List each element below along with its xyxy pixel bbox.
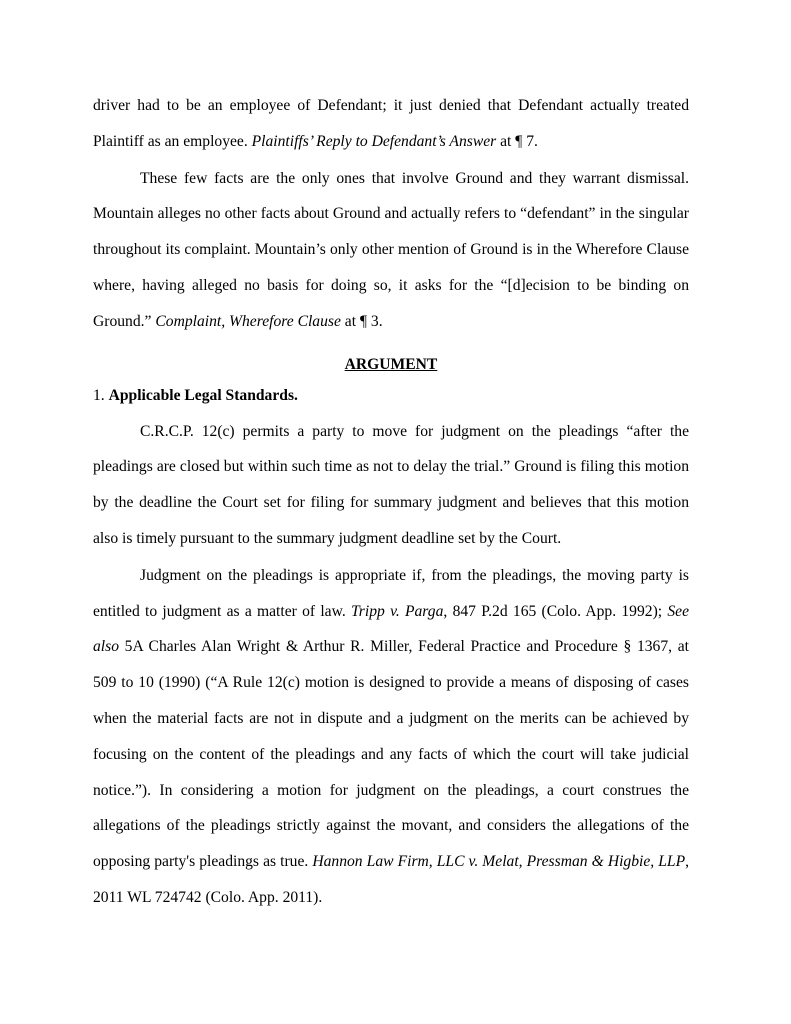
subsection-heading <box>93 378 689 414</box>
case-citation: Hannon Law Firm, LLC v. Melat, Pressman & Higbie, LLP <box>312 853 686 871</box>
subsection-number: 1. <box>93 386 109 404</box>
paragraph-text: at ¶ 7. <box>496 132 538 150</box>
paragraph-text: 5A Charles Alan Wright & Arthur R. Miller, Federal Practice and Procedure § 1367, at 509 to 10 (1990) (“A Rule 12(c) motion is designed to provide a means of disposing of cases when the material facts are not in dispute and a judgment on the merits can be achieved by focusing on the content of the pleadings and any facts of which the court will take judicial notice.”). In considering a motion for judgment on the pleadings, a court construes the allegations of the pleadings strictly against the movant, and considers the allegations of the opposing party's pleadings as true. <box>93 638 689 871</box>
paragraph-text: C.R.C.P. 12(c) permits a party to move for judgment on the pleadings “after the pleadings are closed but within such time as not to delay the trial.” Ground is filing this motion by the deadline the Court set for filing for summary judgment and believes that this motion also is timely pursuant to the summary judgment deadline set by the Court. <box>93 422 689 547</box>
paragraph-text: Judgment on the pleadings is appropriate if, from the pleadings, the moving party is entitled to judgment as a matter of law. <box>93 566 689 620</box>
paragraph-text: These few facts are the only ones that involve Ground and they warrant dismissal. Mountain alleges no other facts about Ground and actually refers to “defendant” in the singular throughout its complaint. Mountain’s only other mention of Ground is in the Wherefore Clause where, having alleged no basis for doing so, it asks for the “[d]ecision to be binding on Ground.” <box>93 169 689 330</box>
paragraph-standard <box>93 558 689 916</box>
paragraph-text: driver had to be an employee of Defendant; it just denied that Defendant actually treated Plaintiff as an employee. <box>93 97 689 150</box>
paragraph-facts <box>93 161 689 340</box>
citation-signal: See also <box>93 602 689 656</box>
citation: Complaint, Wherefore Clause <box>155 312 341 330</box>
paragraph-text: at ¶ 3. <box>340 312 383 330</box>
paragraph-text: , 2011 WL 724742 (Colo. App. 2011). <box>93 853 690 906</box>
paragraph-rule <box>93 414 689 557</box>
paragraph-text: , 847 P.2d 165 (Colo. App. 1992); <box>443 602 668 620</box>
section-heading: ARGUMENT <box>344 355 438 373</box>
subsection-title: Applicable Legal Standards. <box>108 386 298 404</box>
citation: Plaintiffs’ Reply to Defendant’s Answer <box>251 132 497 150</box>
document-page <box>93 88 689 916</box>
paragraph-continued <box>93 88 689 160</box>
case-citation: Tripp v. Parga <box>351 602 444 620</box>
